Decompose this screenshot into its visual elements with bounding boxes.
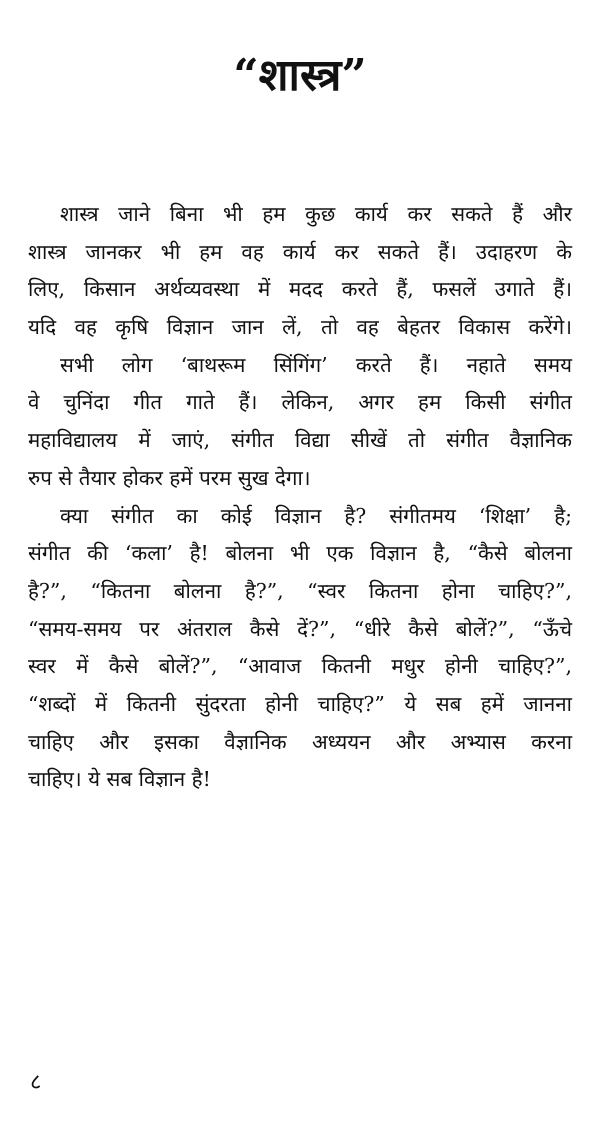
paragraph-1-line-1: शास्त्र जाने बिना भी हम कुछ कार्य कर सकते हैं और: [60, 202, 572, 226]
paragraph-2-line-3: महाविद्यालय में जाएं, संगीत विद्या सीखें तो संगीत वैज्ञानिक: [28, 428, 572, 453]
page-number: ८: [30, 1070, 42, 1095]
paragraph-3-line-5: स्वर में कैसे बोलें?”, “आवाज कितनी मधुर होनी चाहिए?”,: [28, 654, 572, 679]
page-title: “शास्त्र”: [233, 50, 367, 101]
paragraph-2-line-4: रुप से तैयार होकर हमें परम सुख देगा।: [28, 465, 311, 490]
paragraph-1-line-2: शास्त्र जानकर भी हम वह कार्य कर सकते हैं। उदाहरण के: [28, 239, 572, 264]
paragraph-2-line-1: सभी लोग ‘बाथरूम सिंगिंग’ करते हैं। नहाते समय: [60, 352, 572, 377]
paragraph-3-line-8: चाहिए। ये सब विज्ञान है!: [28, 767, 211, 792]
paragraph-1-line-4: यदि वह कृषि विज्ञान जान लें, तो वह बेहतर विकास करेंगे।: [28, 315, 572, 340]
paragraph-3-line-1: क्या संगीत का कोई विज्ञान है? संगीतमय ‘शिक्षा’ है;: [60, 503, 572, 528]
paragraph-3-line-2: संगीत की ‘कला’ है! बोलना भी एक विज्ञान है, “कैसे बोलना: [28, 541, 572, 566]
paragraph-3-line-7: चाहिए और इसका वैज्ञानिक अध्ययन और अभ्यास करना: [28, 729, 572, 754]
paragraph-3-line-3: है?”, “कितना बोलना है?”, “स्वर कितना होना चाहिए?”,: [28, 578, 572, 603]
body-text: [28, 196, 572, 799]
paragraph-3-line-6: “शब्दों में कितनी सुंदरता होनी चाहिए?” ये सब हमें जानना: [28, 691, 572, 716]
paragraph-1-line-3: लिए, किसान अर्थव्यवस्था में मदद करते हैं, फसलें उगाते हैं।: [28, 277, 572, 302]
paragraph-2-line-2: वे चुनिंदा गीत गाते हैं। लेकिन, अगर हम किसी संगीत: [28, 390, 572, 415]
paragraph-3-line-4: “समय-समय पर अंतराल कैसे दें?”, “धीरे कैसे बोलें?”, “ऊँचे: [28, 616, 572, 641]
